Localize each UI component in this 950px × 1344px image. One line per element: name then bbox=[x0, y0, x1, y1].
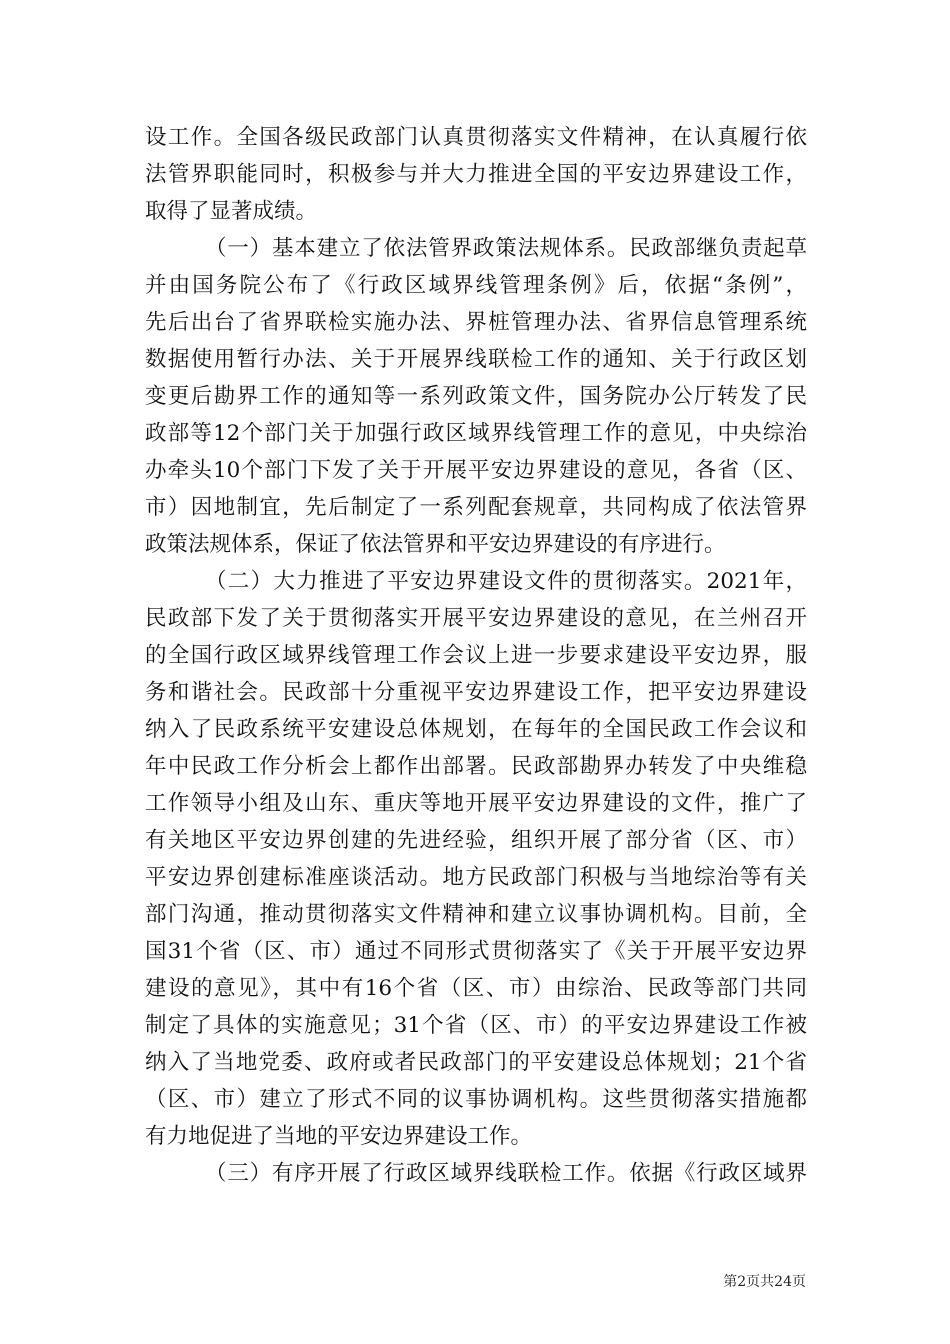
text-line: 国31个省（区、市）通过不同形式贯彻落实了《关于开展平安边界 bbox=[145, 939, 807, 964]
text-line: 纳入了民政系统平安建设总体规划，在每年的全国民政工作会议和 bbox=[145, 717, 807, 742]
text-line: 法管界职能同时，积极参与并大力推进全国的平安边界建设工作， bbox=[145, 162, 807, 187]
text-line: 取得了显著成绩。 bbox=[145, 199, 318, 224]
text-line: 数据使用暂行办法、关于开展界线联检工作的通知、关于行政区划 bbox=[145, 347, 807, 372]
text-line: 平安边界创建标准座谈活动。地方民政部门积极与当地综治等有关 bbox=[145, 865, 807, 890]
text-line: 政策法规体系，保证了依法管界和平安边界建设的有序进行。 bbox=[145, 532, 726, 557]
text-line: 有力地促进了当地的平安边界建设工作。 bbox=[145, 1124, 533, 1149]
text-line: 有关地区平安边界创建的先进经验，组织开展了部分省（区、市） bbox=[145, 828, 807, 853]
text-line: 政部等12个部门关于加强行政区域界线管理工作的意见，中央综治 bbox=[145, 421, 807, 446]
text-line: 纳入了当地党委、政府或者民政部门的平安建设总体规划；21个省 bbox=[145, 1050, 807, 1075]
text-line: 民政部下发了关于贯彻落实开展平安边界建设的意见，在兰州召开 bbox=[145, 606, 807, 631]
paragraph-heading-line: （二）大力推进了平安边界建设文件的贯彻落实。2021年， bbox=[205, 569, 807, 594]
paragraph-heading-line: （一）基本建立了依法管界政策法规体系。民政部继负责起草 bbox=[205, 236, 807, 261]
text-line: 设工作。全国各级民政部门认真贯彻落实文件精神，在认真履行依 bbox=[145, 125, 807, 150]
text-line: 的全国行政区域界线管理工作会议上进一步要求建设平安边界，服 bbox=[145, 643, 807, 668]
text-line: 变更后勘界工作的通知等一系列政策文件，国务院办公厅转发了民 bbox=[145, 384, 807, 409]
text-line: 并由国务院公布了《行政区域界线管理条例》后，依据“条例”， bbox=[145, 273, 807, 298]
paragraph-heading-line: （三）有序开展了行政区域界线联检工作。依据《行政区域界 bbox=[205, 1161, 807, 1186]
text-line: （区、市）建立了形式不同的议事协调机构。这些贯彻落实措施都 bbox=[145, 1087, 807, 1112]
text-line: 市）因地制宜，先后制定了一系列配套规章，共同构成了依法管界 bbox=[145, 495, 807, 520]
text-line: 办牵头10个部门下发了关于开展平安边界建设的意见，各省（区、 bbox=[145, 458, 807, 483]
text-line: 建设的意见》，其中有16个省（区、市）由综治、民政等部门共同 bbox=[145, 976, 807, 1001]
text-line: 部门沟通，推动贯彻落实文件精神和建立议事协调机构。目前，全 bbox=[145, 902, 807, 927]
page-number: 第2页共24页 bbox=[723, 1274, 806, 1290]
text-line: 务和谐社会。民政部十分重视平安边界建设工作，把平安边界建设 bbox=[145, 680, 807, 705]
text-line: 工作领导小组及山东、重庆等地开展平安边界建设的文件，推广了 bbox=[145, 791, 807, 816]
text-line: 先后出台了省界联检实施办法、界桩管理办法、省界信息管理系统 bbox=[145, 310, 807, 335]
document-body bbox=[145, 119, 807, 1192]
text-line: 年中民政工作分析会上都作出部署。民政部勘界办转发了中央维稳 bbox=[145, 754, 807, 779]
text-line: 制定了具体的实施意见；31个省（区、市）的平安边界建设工作被 bbox=[145, 1013, 807, 1038]
